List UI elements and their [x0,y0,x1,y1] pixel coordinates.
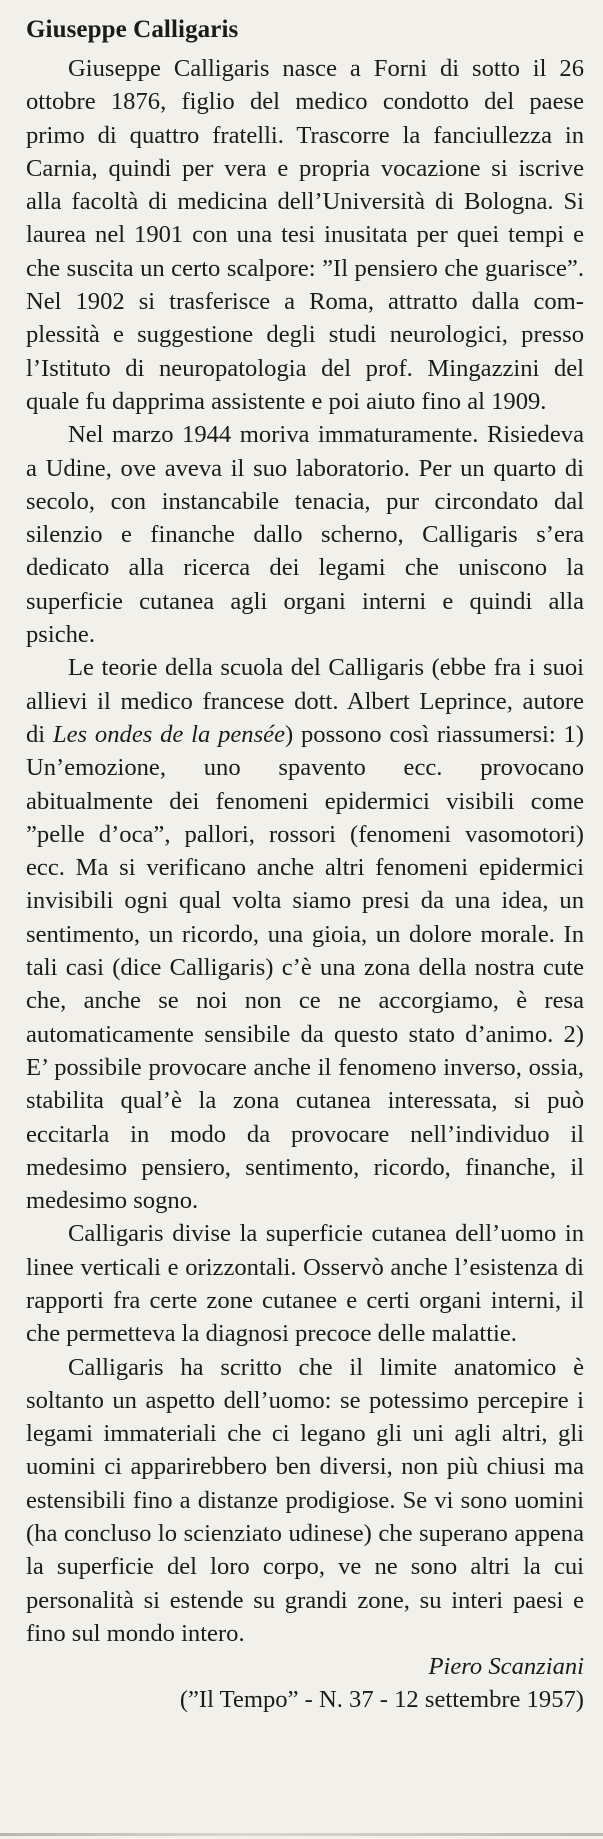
paragraph-conclusion: Calligaris ha scritto che il limite anatomico è soltanto un aspetto dell’uomo: se potessimo percepire i legami immateriali che ci legano gli uni agli altri, gli uomini ci apparirebbero ben diversi, non più chiusi ma estensibili fino a distanze prodigiose. Se vi sono uomini (ha concluso lo scienziato udinese) che superano appena la superficie del loro corpo, ve ne sono altri la cui personalità si estende su grandi zone, su interi paesi e fino sul mondo intero. [26,1353,584,1647]
theories-text-end: ) possono così riassumersi: 1) Un’emozione, uno spavento ecc. provocano abitualmente dei fenomeni epidermici visibili come ”pelle d’oca”, pallori, rossori (fenomeni vasomotori) ecc. Ma si verificano anche altri fenomeni epidermici invisibili ogni qual volta siamo presi da una idea, un sentimento, un ricordo, una gioia, un dolore morale. In tali casi (dice Calligaris) c’è una zona della nostra cute che, anche se noi non ce ne accorgiamo, è resa automaticamente sensibile da questo stato d’animo. 2) E’ possibile provocare anche il fenomeno inverso, ossia, stabilita qual’è la zona cutanea interessata, si può eccitarla in modo da provocare nell’individuo il medesimo pensiero, sentimento, ricordo, finanche, il medesimo sogno. [26,720,584,1215]
book-title: Les ondes de la pensée [52,720,285,748]
author-signature: Piero Scanziani [428,1653,584,1681]
page-edge-divider [0,1833,603,1836]
paragraph-biography: Giuseppe Calligaris nasce a Forni di sotto il 26 ottobre 1876, figlio del medico condotto del paese primo di quattro fratelli. Trascorre la fanciullezza in Carnia, quindi per vera e propria vocazione si iscrive alla facoltà di medicina dell’Università di Bologna. Si laurea nel 1901 con una tesi inusitata per quei tempi e che suscita un certo scalpore: ”Il pensiero che guarisce”. Nel 1902 si trasferisce a Roma, attratto dalla complessità e suggestione degli studi neurologici, presso l’Istituto di neuropatologia del prof. Mingazzini del quale fu dapprima assistente e poi aiuto fino al 1909. [26,55,584,415]
paragraph-skin-map: Calligaris divise la superficie cutanea dell’uomo in linee verticali e orizzontali. Osservò anche l’esistenza di rapporti fra certe zone cutanee e certi organi interni, il che permetteva la diagnosi precoce delle malattie. [26,1220,584,1348]
paragraph-theories [26,651,584,1217]
source-citation: (”Il Tempo” - N. 37 - 12 settembre 1957) [179,1686,584,1714]
theories-text-start: Le teorie della scuola del Calligaris (ebbe fra i suoi allievi il medico francese dott. Albert Leprince, autore di [26,654,584,748]
article [26,14,584,1716]
paragraph-death: Nel marzo 1944 moriva immaturamente. Risiedeva a Udine, ove aveva il suo laboratorio. Per un quarto di secolo, con instancabile tenacia, pur circondato dal silenzio e finanche dallo scherno, Calligaris s’era dedicato alla ricerca dei legami che uniscono la superficie cutanea agli organi interni e quindi alla psiche. [26,421,584,649]
article-title: Giuseppe Calligaris [26,16,239,43]
